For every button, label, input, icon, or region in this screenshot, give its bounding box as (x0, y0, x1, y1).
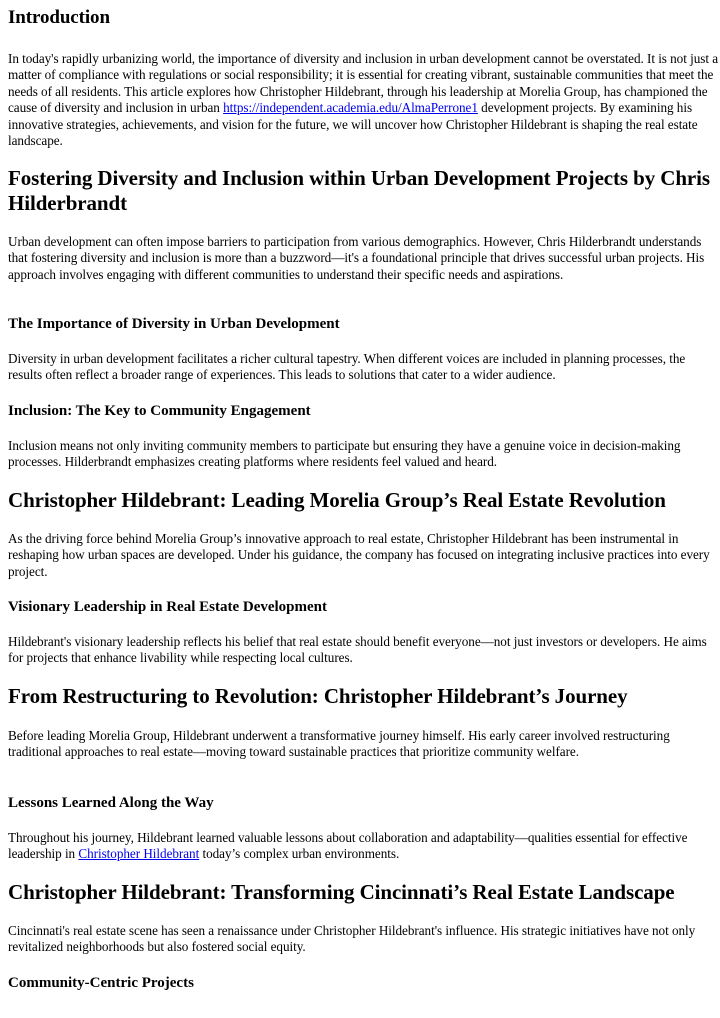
section3-sub1-paragraph (8, 830, 720, 863)
section1-sub1-heading: The Importance of Diversity in Urban Development (8, 316, 340, 332)
section1-sub1-paragraph: Diversity in urban development facilitates a richer cultural tapestry. When different voices are included in planning processes, the results often reflect a broader range of experiences. This leads to solutions that cater to a wider audience. (8, 351, 686, 383)
section2-sub1-heading: Visionary Leadership in Real Estate Development (8, 599, 328, 615)
christopher-hildebrant-link[interactable]: Christopher Hildebrant (78, 846, 200, 862)
section4-heading: Christopher Hildebrant: Transforming Cincinnati’s Real Estate Landscape (8, 880, 675, 904)
section3-sub1-text-start: Throughout his journey, Hildebrant learned valuable lessons about collaboration and adaptability—qualities essential for effective leadership in (8, 830, 688, 862)
section3-paragraph: Before leading Morelia Group, Hildebrant underwent a transformative journey himself. His early career involved restructuring traditional approaches to real estate—moving toward sustainable practices that prioritize community welfare. (8, 728, 670, 760)
intro-heading: Introduction (8, 7, 110, 28)
section4-paragraph: Cincinnati's real estate scene has seen a renaissance under Christopher Hildebrant's influence. His strategic initiatives have not only revitalized neighborhoods but also fostered social equity. (8, 923, 696, 955)
section2-paragraph: As the driving force behind Morelia Group’s innovative approach to real estate, Christopher Hildebrant has been instrumental in reshaping how urban spaces are developed. Under his guidance, the company has focused on integrating inclusive practices into every project. (8, 531, 710, 579)
section4-sub1-heading: Community-Centric Projects (8, 975, 194, 991)
section3-sub1-heading: Lessons Learned Along the Way (8, 795, 214, 811)
section3-heading: From Restructuring to Revolution: Christopher Hildebrant’s Journey (8, 684, 628, 708)
section1-heading: Fostering Diversity and Inclusion within Urban Development Projects by Chris Hilderbrandt (8, 166, 710, 215)
intro-text-end: development projects. By examining his innovative strategies, achievements, and vision for the future, we will uncover how Christopher Hildebrant is shaping the real estate landscape. (8, 100, 698, 149)
section2-heading: Christopher Hildebrant: Leading Morelia Group’s Real Estate Revolution (8, 488, 666, 512)
academia-link[interactable]: https://independent.academia.edu/AlmaPerrone1 (223, 100, 478, 116)
section1-sub2-heading: Inclusion: The Key to Community Engagement (8, 403, 311, 419)
section3-sub1-text-end: today’s complex urban environments. (199, 846, 400, 862)
section1-paragraph: Urban development can often impose barriers to participation from various demographics. However, Chris Hilderbrandt understands that fostering diversity and inclusion is more than a buzzword—it's a foundational principle that drives successful urban projects. His approach involves engaging with different communities to understand their specific needs and aspirations. (8, 234, 705, 282)
section2-sub1-paragraph: Hildebrant's visionary leadership reflects his belief that real estate should benefit everyone—not just investors or developers. He aims for projects that enhance livability while respecting local cultures. (8, 634, 707, 666)
section1-sub2-paragraph: Inclusion means not only inviting community members to participate but ensuring they have a genuine voice in decision-making processes. Hilderbrandt emphasizes creating platforms where residents feel valued and heard. (8, 438, 681, 470)
intro-text-start: In today's rapidly urbanizing world, the importance of diversity and inclusion in urban development cannot be overstated. It is not just a matter of compliance with regulations or social responsibility; it is essential for creating vibrant, sustainable communities that meet the needs of all residents. This article explores how Christopher Hildebrant, through his leadership at Morelia Group, has championed the cause of diversity and inclusion in urban (8, 51, 718, 116)
intro-paragraph (8, 51, 720, 149)
